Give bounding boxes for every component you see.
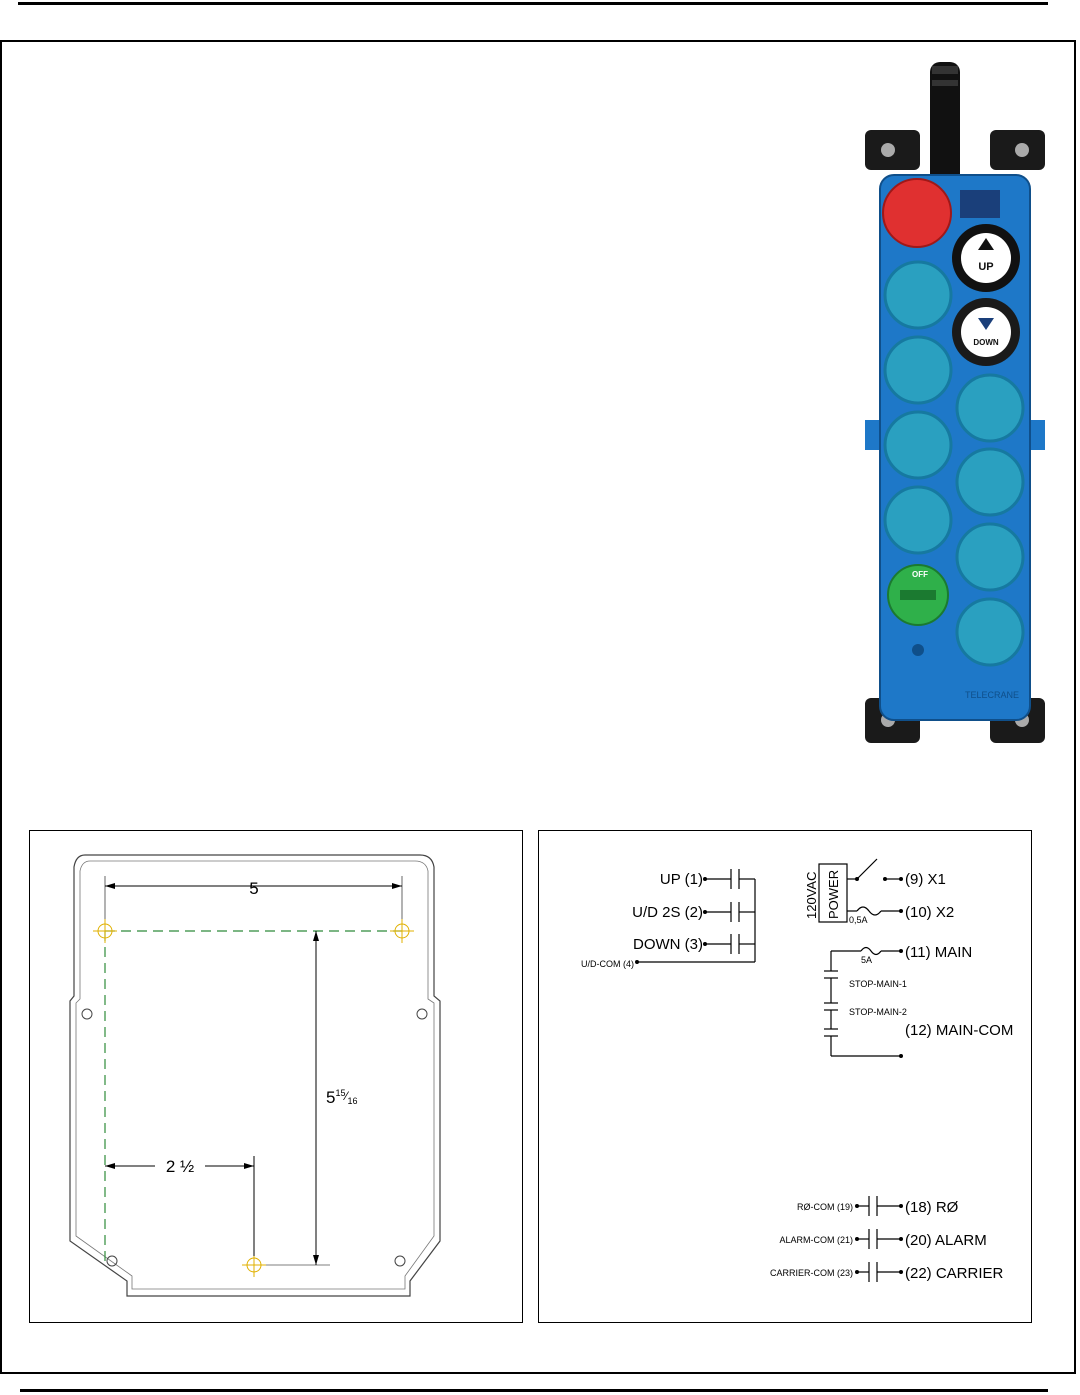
wire-x2: (10) X2 [905,904,955,921]
mounting-dimensions-panel [29,830,523,1323]
brand-label: TELECRANE [964,690,1020,700]
wire-ud2s: U/D 2S (2) [632,904,703,921]
wiring-diagram-panel [538,830,1032,1323]
housing-outline [70,855,440,1296]
function-button [957,524,1023,590]
down-label: DOWN [973,338,999,347]
wire-x1: (9) X1 [905,871,946,888]
key-label: OFF [912,570,928,579]
fuse-rating-1: 0,5A [849,915,868,925]
wire-up: UP (1) [659,871,703,888]
emergency-stop-button [883,179,951,247]
mount-hole [390,919,414,943]
top-rule [18,2,1048,5]
mount-hole [93,919,117,943]
function-button [957,375,1023,441]
function-button [885,487,951,553]
function-button [957,599,1023,665]
wire-main: (11) MAIN [905,944,973,961]
function-button [885,262,951,328]
dim-height: $5^{15}_{⁄16}$ [326,1088,358,1107]
dim-offset: 2 ½ [165,1157,195,1176]
wire-ro: (18) RØ [905,1199,959,1216]
function-button [885,412,951,478]
wire-alarmcom: ALARM-COM (21) [779,1235,853,1245]
remote-transmitter [850,50,1060,760]
stop-main-2: STOP-MAIN-2 [849,1007,907,1017]
power-voltage: 120VAC [804,871,819,919]
mount-hole [242,1253,266,1277]
wire-alarm: (20) ALARM [905,1232,987,1249]
fuse-rating-2: 5A [861,955,873,965]
function-button [957,449,1023,515]
wire-down: DOWN (3) [633,936,703,953]
wire-carrier: (22) CARRIER [905,1265,1004,1282]
dim-width: 5 [249,879,259,898]
function-button [885,337,951,403]
bottom-rule [20,1389,1048,1392]
wire-rocom: RØ-COM (19) [797,1202,853,1212]
wire-carriercom: CARRIER-COM (23) [769,1268,853,1278]
wire-maincom: (12) MAIN-COM [905,1022,1014,1039]
stop-main-1: STOP-MAIN-1 [849,979,907,989]
up-label: UP [978,261,994,273]
wire-udcom: U/D-COM (4) [581,959,634,969]
power-label: POWER [826,869,841,919]
